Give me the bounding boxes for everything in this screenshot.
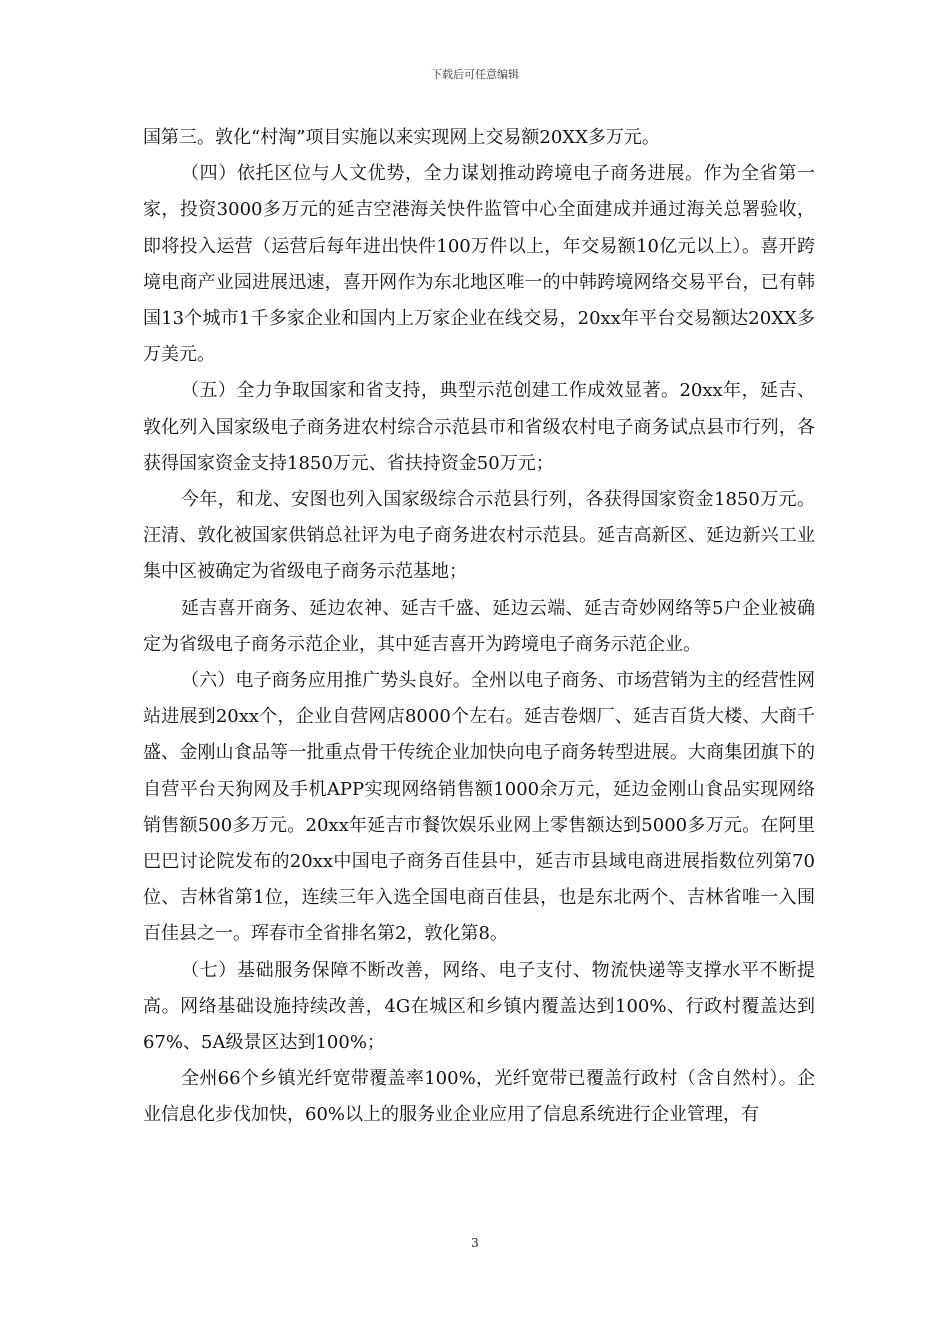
paragraph: 今年，和龙、安图也列入国家级综合示范县行列，各获得国家资金1850万元。汪清、敦化被国家供销总社评为电子商务进农村示范县。延吉高新区、延边新兴工业集中区被确定为省级电子商务示范基地； [143, 489, 815, 583]
paragraph: （四）依托区位与人文优势，全力谋划推动跨境电子商务进展。作为全省第一家，投资3000多万元的延吉空港海关快件监管中心全面建成并通过海关总署验收，即将投入运营（运营后每年进出快件100万件以上，年交易额10亿元以上）。喜开跨境电商产业园进展迅速，喜开网作为东北地区唯一的中韩跨境网络交易平台，已有韩国13个城市1千多家企业和国内上万家企业在线交易，20xx年平台交易额达20XX多万美元。 [143, 163, 815, 366]
paragraph: （五）全力争取国家和省支持，典型示范创建工作成效显著。20xx年，延吉、敦化列入国家级电子商务进农村综合示范县市和省级农村电子商务试点县市行列，各获得国家资金支持1850万元、省扶持资金50万元； [143, 380, 815, 474]
paragraph: 国第三。敦化“村淘”项目实施以来实现网上交易额20XX多万元。 [143, 127, 660, 148]
page-number: 3 [471, 1236, 479, 1250]
document-body [143, 120, 815, 1134]
paragraph: （六）电子商务应用推广势头良好。全州以电子商务、市场营销为主的经营性网站进展到20xx个，企业自营网店8000个左右。延吉卷烟厂、延吉百货大楼、大商千盛、金刚山食品等一批重点骨干传统企业加快向电子商务转型进展。大商集团旗下的自营平台天狗网及手机APP实现网络销售额1000余万元，延边金刚山食品实现网络销售额500多万元。20xx年延吉市餐饮娱乐业网上零售额达到5000多万元。在阿里巴巴讨论院发布的20xx中国电子商务百佳县中，延吉市县域电商进展指数位列第70位、吉林省第1位，连续三年入选全国电商百佳县，也是东北两个、吉林省唯一入围百佳县之一。珲春市全省排名第2，敦化第8。 [143, 670, 815, 945]
page-header: 下载后可任意编辑 [431, 68, 519, 81]
paragraph: 全州66个乡镇光纤宽带覆盖率100%，光纤宽带已覆盖行政村（含自然村）。企业信息化步伐加快，60%以上的服务业企业应用了信息系统进行企业管理，有 [143, 1068, 815, 1126]
paragraph: 延吉喜开商务、延边农神、延吉千盛、延边云端、延吉奇妙网络等5户企业被确定为省级电子商务示范企业，其中延吉喜开为跨境电子商务示范企业。 [143, 597, 815, 655]
paragraph: （七）基础服务保障不断改善，网络、电子支付、物流快递等支撑水平不断提高。网络基础设施持续改善，4G在城区和乡镇内覆盖达到100%、行政村覆盖达到67%、5A级景区达到100%； [143, 959, 815, 1054]
